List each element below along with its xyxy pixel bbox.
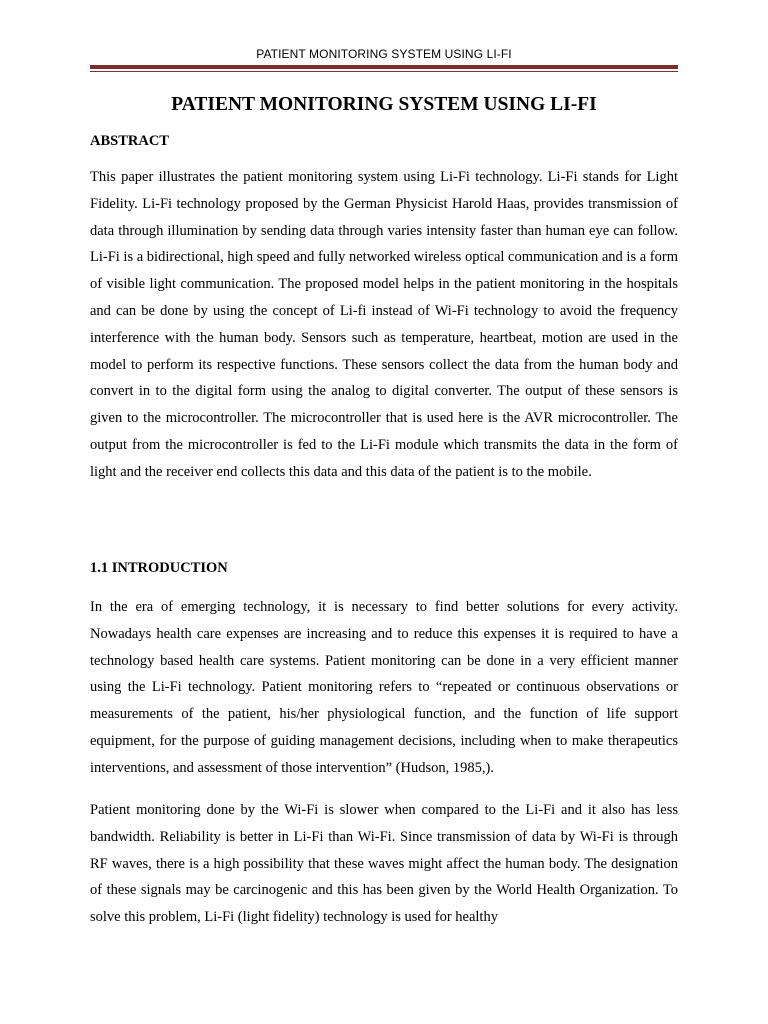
running-header: PATIENT MONITORING SYSTEM USING LI-FI — [256, 47, 512, 61]
document-title: PATIENT MONITORING SYSTEM USING LI-FI — [171, 94, 597, 115]
abstract-heading: ABSTRACT — [90, 133, 169, 149]
header-rule-thick — [90, 65, 678, 69]
introduction-heading: 1.1 INTRODUCTION — [90, 560, 228, 576]
introduction-paragraph-1: In the era of emerging technology, it is necessary to find better solutions for every activity. Nowadays health care expenses are increasing and to reduce this expenses it is required to have a technology based health care systems. Patient monitoring can be done in a very efficient manner using the Li-Fi technology. Patient monitoring refers to “repeated or continuous observations or measurements of the patient, his/her physiological function, and the function of life support equipment, for the purpose of guiding management decisions, including when to make therapeutics interventions, and assessment of those intervention” (Hudson, 1985,). — [90, 599, 678, 776]
introduction-paragraph-2: Patient monitoring done by the Wi-Fi is slower when compared to the Li-Fi and it also has less bandwidth. Reliability is better in Li-Fi than Wi-Fi. Since transmission of data by Wi-Fi is through RF waves, there is a high possibility that these waves might affect the human body. The designation of these signals may be carcinogenic and this has been given by the World Health Organization. To solve this problem, Li-Fi (light fidelity) technology is used for healthy — [90, 802, 678, 926]
header-rule-thin — [90, 71, 678, 72]
abstract-paragraph: This paper illustrates the patient monitoring system using Li-Fi technology. Li-Fi stands for Light Fidelity. Li-Fi technology proposed by the German Physicist Harold Haas, provides transmission of data through illumination by sending data through varies intensity faster than human eye can follow. Li-Fi is a bidirectional, high speed and fully networked wireless optical communication and is a form of visible light communication. The proposed model helps in the patient monitoring in the hospitals and can be done by using the concept of Li-fi instead of Wi-Fi technology to avoid the frequency interference with the human body. Sensors such as temperature, heartbeat, motion are used in the model to perform its respective functions. These sensors collect the data from the human body and convert in to the digital form using the analog to digital converter. The output of these sensors is given to the microcontroller. The microcontroller that is used here is the AVR microcontroller. The output from the microcontroller is fed to the Li-Fi module which transmits the data in the form of light and the receiver end collects this data and this data of the patient is to the mobile. — [90, 169, 678, 480]
